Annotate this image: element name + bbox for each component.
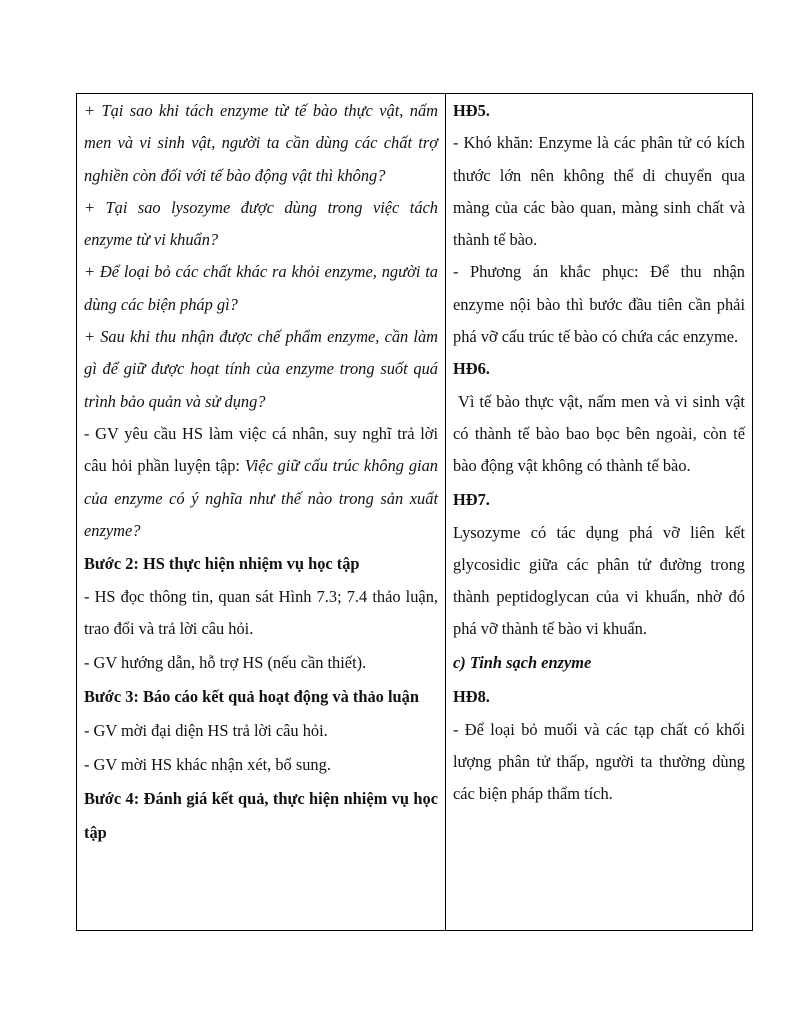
- hd5-title: HĐ5.: [453, 101, 490, 120]
- hd7-text: Lysozyme có tác dụng phá vỡ liên kết glycosidic giữa các phân tử đường trong thành peptidoglycan của vi khuẩn, nhờ đó phá vỡ thành tế bào vi khuẩn.: [453, 522, 745, 639]
- hd8-text: - Để loại bỏ muối và các tạp chất có khối lượng phân tử thấp, người ta thường dùng các biện pháp thẩm tích.: [453, 719, 745, 804]
- question-1: + Tại sao khi tách enzyme từ tế bào thực vật, nấm men và vi sinh vật, người ta cần dùng các chất trợ nghiền còn đối với tế bào động vật thì không?: [84, 101, 438, 185]
- question-3: + Để loại bỏ các chất khác ra khỏi enzyme, người ta dùng các biện pháp gì?: [84, 262, 438, 314]
- hd6-title: HĐ6.: [453, 359, 490, 379]
- step-2-line-2: - GV hướng dẫn, hỗ trợ HS (nếu cần thiết).: [84, 652, 367, 672]
- step-3-title: Bước 3: Báo cáo kết quả hoạt động và thảo luận: [84, 686, 419, 706]
- step-3-line-1: - GV mời đại diện HS trả lời câu hỏi.: [84, 720, 328, 740]
- hd5-difficulty: - Khó khăn: Enzyme là các phân tử có kích thước lớn nên không thể di chuyển qua màng của các bào quan, màng sinh chất và thành tế bào.: [453, 133, 745, 250]
- step-2-title: Bước 2: HS thực hiện nhiệm vụ học tập: [84, 554, 360, 574]
- lesson-table: [76, 93, 753, 931]
- hd6-text: Vì tế bào thực vật, nấm men và vi sinh vật có thành tế bào bao bọc bên ngoài, còn tế bào động vật không có thành tế bào.: [453, 391, 750, 476]
- hd5-solution: - Phương án khắc phục: Để thu nhận enzyme nội bào thì bước đầu tiên cần phải phá vỡ cấu trúc tế bào có chứa các enzyme.: [453, 262, 745, 347]
- gv-task: [84, 418, 438, 547]
- hd8-title: HĐ8.: [453, 686, 490, 706]
- gv-task-question: Việc giữ cấu trúc không gian của enzyme có ý nghĩa như thế nào trong sản xuất enzyme?: [84, 456, 438, 540]
- step-4-title: Bước 4: Đánh giá kết quả, thực hiện nhiệm vụ học tập: [84, 788, 438, 842]
- question-2: + Tại sao lysozyme được dùng trong việc tách enzyme từ vi khuẩn?: [84, 197, 438, 250]
- gv-task-prefix: - GV yêu cầu HS làm việc cá nhân, suy nghĩ trả lời câu hỏi phần luyện tập:: [84, 423, 438, 476]
- answer-column: [446, 94, 752, 930]
- question-4: + Sau khi thu nhận được chế phẩm enzyme, cần làm gì để giữ được hoạt tính của enzyme trong suốt quá trình bảo quản và sử dụng?: [84, 327, 438, 411]
- step-2-line-1: - HS đọc thông tin, quan sát Hình 7.3; 7.4 thảo luận, trao đổi và trả lời câu hỏi.: [84, 587, 438, 639]
- section-c-heading: c) Tinh sạch enzyme: [453, 652, 592, 672]
- hd7-title: HĐ7.: [453, 489, 490, 509]
- activity-column: [77, 94, 446, 930]
- step-3-line-2: - GV mời HS khác nhận xét, bổ sung.: [84, 754, 331, 774]
